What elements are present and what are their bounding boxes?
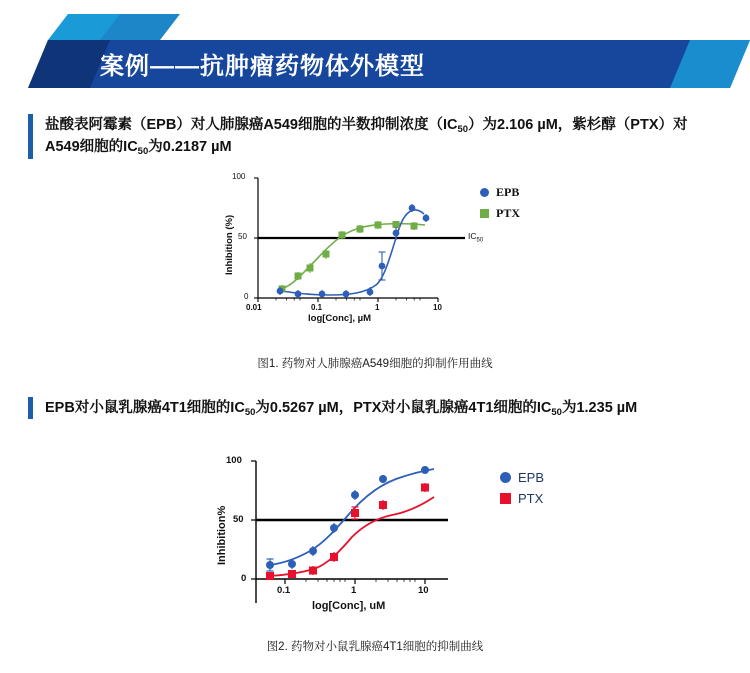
chart1-x-axis-title: log[Conc], µM <box>308 313 371 324</box>
section-paragraph-1 <box>28 114 718 159</box>
page-title: 案例——抗肿瘤药物体外模型 <box>100 53 425 80</box>
section2-text-part3: 为1.235 µM <box>561 400 638 416</box>
chart2-ytick-50: 50 <box>233 514 244 525</box>
epb-marker-icon <box>500 472 511 483</box>
chart1-legend-item-ptx <box>480 206 520 221</box>
chart-figure-2 <box>200 455 640 630</box>
chart2-legend <box>500 470 544 512</box>
chart2-xtick-0.1: 0.1 <box>277 585 291 596</box>
figure-1-caption: 图1. 药物对人肺腺癌A549细胞的抑制作用曲线 <box>257 358 493 370</box>
chart1-ytick-50: 50 <box>238 232 247 241</box>
chart2-legend-item-epb <box>500 470 544 485</box>
page-header-banner <box>0 0 750 96</box>
section2-sub1: 50 <box>244 407 256 418</box>
chart2-epb-markers <box>266 466 429 569</box>
chart1-xtick-10: 10 <box>433 303 442 312</box>
section1-text-part3: 为0.2187 µM <box>148 139 232 156</box>
chart1-ytick-0: 0 <box>244 292 249 301</box>
chart2-xtick-10: 10 <box>418 585 429 596</box>
chart2-y-axis-title: Inhibition% <box>216 505 228 565</box>
section2-text-part2: 为0.5267 µM，PTX对小鼠乳腺癌4T1细胞的IC <box>255 400 552 416</box>
chart1-xtick-1: 1 <box>375 303 380 312</box>
chart2-svg <box>200 455 640 630</box>
chart2-ytick-0: 0 <box>241 573 247 584</box>
section2-text-part1: EPB对小鼠乳腺癌4T1细胞的IC <box>45 400 245 416</box>
figure-2-caption: 图2. 药物对小鼠乳腺癌4T1细胞的抑制曲线 <box>266 641 484 653</box>
section1-text-part2: ）为2.106 µM，紫杉醇（PTX）对A549细胞的IC <box>45 117 688 156</box>
chart2-x-axis-title: log[Conc], uM <box>312 600 386 612</box>
section1-text-part1: 盐酸表阿霉素（EPB）对人肺腺癌A549细胞的半数抑制浓度（IC <box>45 117 458 133</box>
section2-sub2: 50 <box>551 407 562 418</box>
chart2-legend-label-ptx: PTX <box>518 491 544 506</box>
chart1-xtick-0.01: 0.01 <box>246 303 262 312</box>
chart1-legend-item-epb <box>480 185 520 200</box>
chart1-ptx-curve <box>282 224 425 289</box>
section1-sub2: 50 <box>137 146 149 158</box>
chart1-epb-curve <box>282 210 424 295</box>
ptx-marker-icon <box>500 493 511 504</box>
section-paragraph-2 <box>28 397 718 419</box>
chart-figure-1 <box>210 170 630 330</box>
chart2-ytick-100: 100 <box>226 455 242 466</box>
chart1-legend <box>480 185 520 227</box>
chart1-legend-label-ptx: PTX <box>496 206 520 220</box>
chart1-svg <box>210 170 630 330</box>
chart2-xtick-1: 1 <box>351 585 357 596</box>
chart1-legend-label-epb: EPB <box>496 185 520 199</box>
epb-marker-icon <box>480 188 489 197</box>
chart1-y-axis-title: Inhibition (%) <box>224 214 235 275</box>
chart1-ytick-100: 100 <box>232 172 246 181</box>
chart1-epb-markers <box>277 205 430 298</box>
section1-sub1: 50 <box>457 124 469 135</box>
chart2-legend-item-ptx <box>500 491 544 506</box>
chart1-xtick-0.1: 0.1 <box>311 303 323 312</box>
chart2-legend-label-epb: EPB <box>518 470 545 485</box>
ptx-marker-icon <box>480 209 489 218</box>
chart1-ic50-annotation: $IC_{50}$ <box>468 231 484 244</box>
